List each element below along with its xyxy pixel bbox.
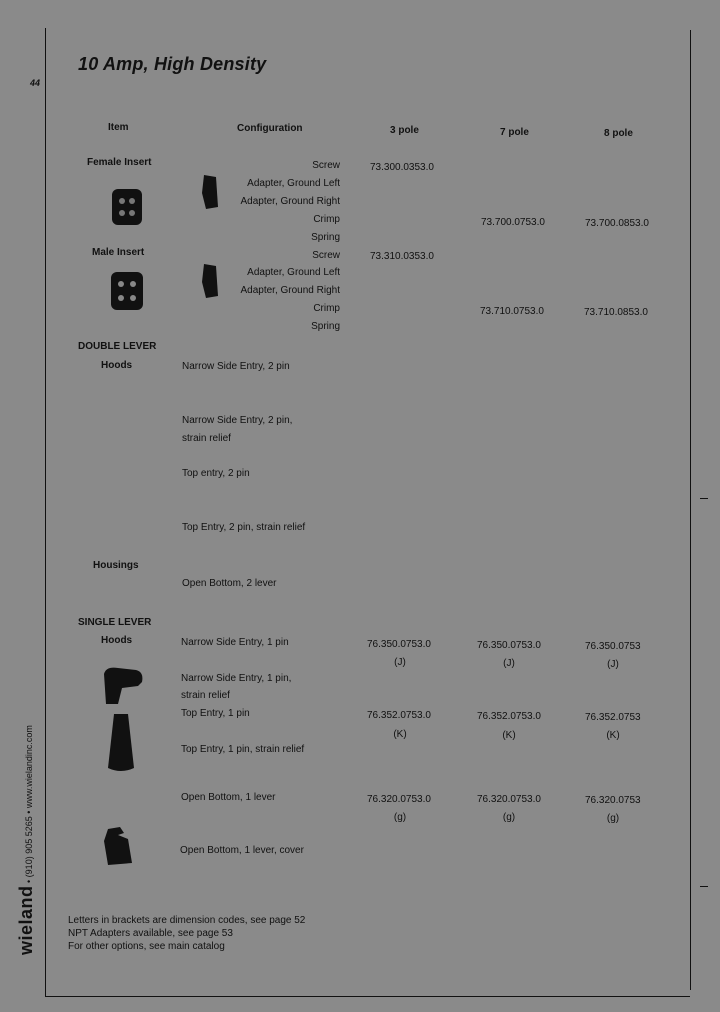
double-hood-top-entry-relief: Top Entry, 2 pin, strain relief xyxy=(182,522,306,533)
female-config-adapter-right: Adapter, Ground Right xyxy=(240,196,340,207)
single-row-5-7pole: 76.320.0753.0 xyxy=(477,794,541,805)
single-row-6-config: Open Bottom, 1 lever, cover xyxy=(180,845,304,856)
female-insert-image xyxy=(108,185,148,229)
female-config-adapter-left: Adapter, Ground Left xyxy=(247,178,340,189)
double-lever-hoods-label: Hoods xyxy=(101,360,133,371)
double-housing-open-bottom: Open Bottom, 2 lever xyxy=(182,578,277,589)
single-row-5-3pole: 76.320.0753.0 xyxy=(367,794,431,805)
male-screw-3pole: 73.310.0353.0 xyxy=(370,251,434,262)
single-row-4-config: Top Entry, 1 pin, strain relief xyxy=(181,744,305,755)
col-header-8pole: 8 pole xyxy=(604,128,633,139)
single-row-1-3pole: 76.350.0753.0 xyxy=(367,639,431,650)
double-lever-heading: DOUBLE LEVER xyxy=(78,341,157,352)
female-config-screw: Screw xyxy=(312,160,340,171)
single-lever-hoods-label: Hoods xyxy=(101,635,133,646)
single-row-5-code-8: (g) xyxy=(606,813,620,824)
single-row-5-code-3: (g) xyxy=(393,812,407,823)
female-adapter-image xyxy=(198,173,222,211)
female-insert-label: Female Insert xyxy=(87,157,152,168)
male-adapter-image xyxy=(198,262,222,300)
single-row-1-code-3: (J) xyxy=(394,657,406,668)
male-config-adapter-right: Adapter, Ground Right xyxy=(240,285,340,296)
male-config-adapter-left: Adapter, Ground Left xyxy=(247,267,340,278)
male-insert-image xyxy=(107,268,149,314)
female-screw-3pole: 73.300.0353.0 xyxy=(370,162,434,173)
double-lever-housings-label: Housings xyxy=(93,560,139,571)
sidebar-vertical-text xyxy=(16,725,37,955)
edge-mark-2 xyxy=(700,886,708,887)
left-margin-rule xyxy=(45,28,46,996)
male-config-screw: Screw xyxy=(312,250,340,261)
page-number: 44 xyxy=(30,78,41,88)
page-title: 10 Amp, High Density xyxy=(78,54,267,74)
col-header-item: Item xyxy=(108,122,129,133)
double-hood-narrow-side-relief: Narrow Side Entry, 2 pin, xyxy=(182,415,293,426)
col-header-configuration: Configuration xyxy=(237,123,303,134)
single-row-3-7pole: 76.352.0753.0 xyxy=(477,711,541,722)
single-row-3-3pole: 76.352.0753.0 xyxy=(367,710,431,721)
single-row-2-config: Narrow Side Entry, 1 pin, xyxy=(181,673,292,684)
single-lever-heading: SINGLE LEVER xyxy=(78,617,152,628)
double-hood-top-entry: Top entry, 2 pin xyxy=(182,468,250,479)
male-config-crimp: Crimp xyxy=(313,303,340,314)
double-hood-narrow-side-relief-2: strain relief xyxy=(182,433,231,444)
female-config-spring: Spring xyxy=(311,232,340,243)
male-crimp-8pole: 73.710.0853.0 xyxy=(584,307,648,318)
single-row-1-code-7: (J) xyxy=(503,658,515,669)
male-insert-label: Male Insert xyxy=(92,247,145,258)
single-row-5-config: Open Bottom, 1 lever xyxy=(181,792,276,803)
single-row-3-code-8: (K) xyxy=(606,730,620,741)
double-hood-narrow-side: Narrow Side Entry, 2 pin xyxy=(182,361,290,372)
single-row-3-config: Top Entry, 1 pin xyxy=(181,708,250,719)
single-row-3-code-3: (K) xyxy=(393,729,407,740)
edge-mark-1 xyxy=(700,498,708,499)
single-row-1-7pole: 76.350.0753.0 xyxy=(477,640,541,651)
footnote-1: Letters in brackets are dimension codes, see page 52 xyxy=(68,915,306,926)
col-header-3pole: 3 pole xyxy=(390,125,419,136)
single-row-5-8pole: 76.320.0753 xyxy=(585,795,641,806)
col-header-7pole: 7 pole xyxy=(500,127,529,138)
footnote-3: For other options, see main catalog xyxy=(68,941,225,952)
single-row-1-config: Narrow Side Entry, 1 pin xyxy=(181,637,289,648)
side-entry-hood-image xyxy=(100,664,146,708)
male-config-spring: Spring xyxy=(311,321,340,332)
single-row-3-code-7: (K) xyxy=(502,730,516,741)
male-crimp-7pole: 73.710.0753.0 xyxy=(480,306,544,317)
female-crimp-7pole: 73.700.0753.0 xyxy=(481,217,545,228)
single-row-2-config-2: strain relief xyxy=(181,690,230,701)
bottom-rule xyxy=(45,996,690,997)
sidebar-contact: • (910) 905 5265 • www.wielandinc.com xyxy=(24,725,34,883)
female-config-crimp: Crimp xyxy=(313,214,340,225)
open-bottom-housing-image xyxy=(98,825,138,869)
single-row-1-8pole: 76.350.0753 xyxy=(585,641,641,652)
single-row-3-8pole: 76.352.0753 xyxy=(585,712,641,723)
top-entry-hood-image xyxy=(104,712,138,774)
wieland-logo: wieland xyxy=(16,885,36,955)
footnote-2: NPT Adapters available, see page 53 xyxy=(68,928,233,939)
right-margin-rule xyxy=(690,30,691,990)
single-row-5-code-7: (g) xyxy=(502,812,516,823)
single-row-1-code-8: (J) xyxy=(607,659,619,670)
female-crimp-8pole: 73.700.0853.0 xyxy=(585,218,649,229)
